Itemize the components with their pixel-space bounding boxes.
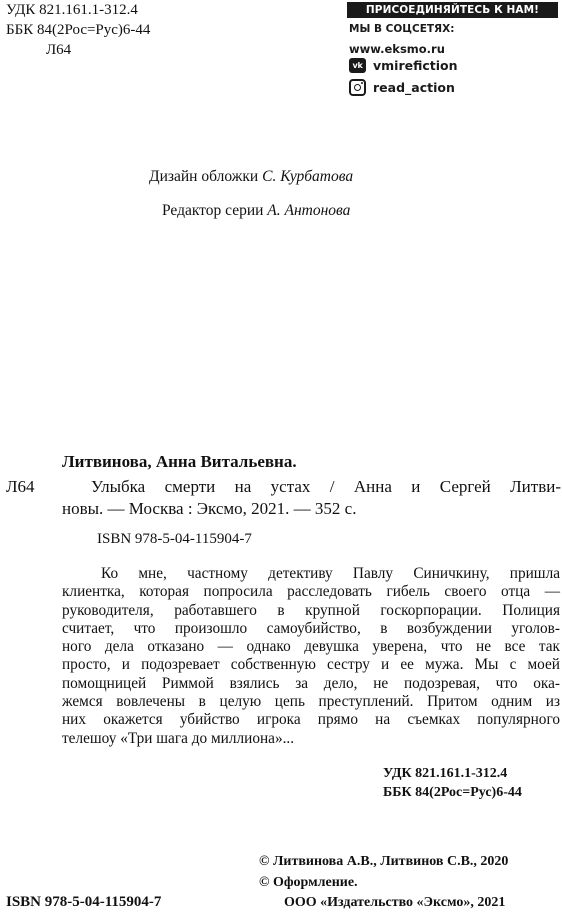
annotation-line: клиентка, которая попросила расследовать гибель своего отца — (62, 583, 560, 601)
udk-code: УДК 821.161.1-312.4 (6, 2, 138, 18)
social-title: МЫ В СОЦСЕТЯХ: (349, 23, 455, 35)
vk-link[interactable] (349, 58, 458, 73)
classification-codes (6, 0, 150, 60)
library-code: Л64 (46, 42, 72, 58)
series-editor: А. Антонова (267, 202, 351, 219)
title-line-1: Улыбка смерти на устах / Анна и Сергей Литви- (91, 477, 561, 496)
vk-icon: vk (349, 58, 366, 73)
annotation-line: помощницей Риммой взялись за дело, не подозревая, что ока- (62, 674, 560, 692)
title-line-2: новы. — Москва : Эксмо, 2021. — 352 с. (62, 499, 357, 518)
isbn-record: ISBN 978-5-04-115904-7 (97, 531, 252, 547)
annotation-line: телешоу «Три шага до миллиона»... (62, 729, 295, 747)
udk-code-bold: УДК 821.161.1-312.4 (383, 766, 508, 781)
annotation-line: ного дела отказано — однако девушка уверена, что не все так (62, 638, 560, 656)
cover-label: Дизайн обложки (149, 168, 259, 185)
editor-label: Редактор серии (162, 202, 264, 219)
join-us-banner: ПРИСОЕДИНЯЙТЕСЬ К НАМ! (347, 2, 558, 18)
website-link[interactable]: www.eksmo.ru (349, 42, 445, 56)
copyright-publisher: ООО «Издательство «Эксмо», 2021 (284, 895, 506, 910)
bbk-code-bold: ББК 84(2Рос=Рус)6-44 (383, 785, 522, 800)
series-editor-credit (162, 202, 350, 220)
instagram-icon (349, 79, 366, 96)
cover-designer: С. Курбатова (262, 168, 354, 185)
record-library-code: Л64 (6, 477, 35, 496)
copyright-block (259, 852, 508, 914)
isbn-bottom: ISBN 978-5-04-115904-7 (6, 894, 162, 910)
annotation-line: просто, и подозревает собственную сестру и ее мужа. Мы с моей (62, 656, 560, 674)
instagram-handle: read_action (373, 80, 455, 95)
annotation-line: жемся вовлечены в целую цепь преступлений. Притом одним из (62, 693, 560, 711)
vk-handle: vmirefiction (373, 58, 458, 73)
bbk-code: ББК 84(2Рос=Рус)6-44 (6, 22, 151, 38)
copyright-authors: © Литвинова А.В., Литвинов С.В., 2020 (259, 854, 509, 869)
classification-codes-bold (383, 764, 522, 802)
annotation-line: руководителя, работавшего в крупной госкорпорации. Полиция (62, 601, 560, 619)
copyright-design: © Оформление. (259, 874, 358, 890)
cover-design-credit (149, 168, 353, 186)
annotation-line: считает, что произошло самоубийство, в возбуждении уголов- (62, 619, 560, 637)
annotation-line: них окажется убийство игрока прямо на съемках популярного (62, 711, 560, 729)
author-heading: Литвинова, Анна Витальевна. (62, 452, 297, 471)
instagram-link[interactable] (349, 79, 455, 96)
annotation-line: Ко мне, частному детективу Павлу Синичкину, пришла (101, 565, 560, 582)
annotation (62, 565, 560, 748)
